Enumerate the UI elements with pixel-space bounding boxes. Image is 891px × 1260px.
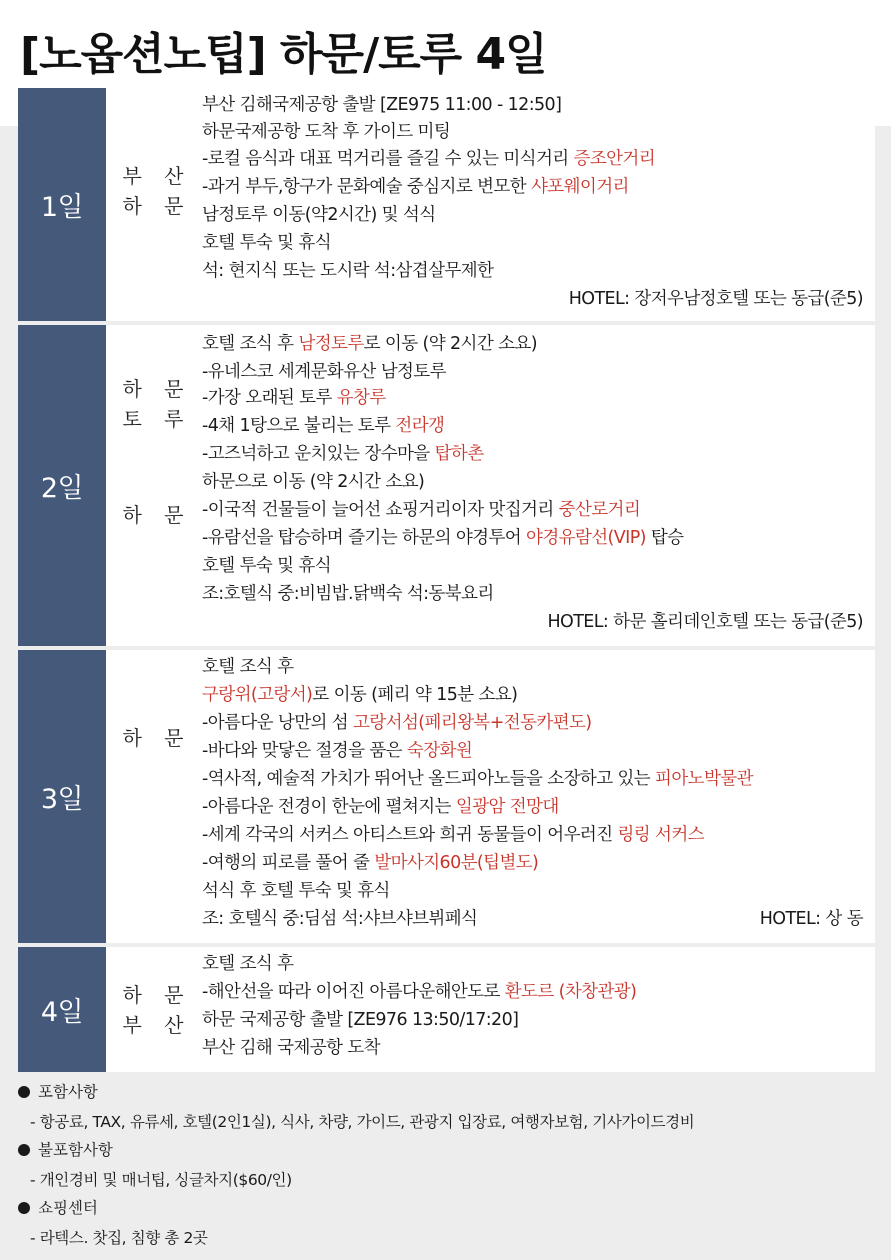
schedule-line — [202, 415, 444, 437]
line-text: 호텔 투숙 및 휴식 — [202, 233, 332, 253]
highlighted-place: 탑하촌 — [434, 444, 484, 464]
highlighted-place: 고랑서섬(페리왕복+전동카편도) — [353, 713, 592, 733]
line-text: 로 이동 (페리 약 15분 소요) — [312, 685, 518, 705]
city-name: 부 산 — [122, 164, 192, 188]
line-text: -유네스코 세계문화유산 남정토루 — [202, 362, 446, 382]
line-text: -역사적, 예술적 가치가 뛰어난 올드피아노들을 소장하고 있는 — [202, 769, 656, 789]
schedule-line — [202, 1037, 380, 1059]
line-text: 남정토루 이동(약2시간) 및 석식 — [202, 205, 436, 225]
day-content — [106, 88, 875, 321]
schedule-line — [202, 94, 561, 116]
schedule-line — [202, 796, 559, 818]
line-text: 부산 김해국제공항 출발 [ZE975 11:00 - 12:50] — [202, 95, 562, 115]
schedule-line — [202, 712, 592, 734]
day-label: 2일 — [18, 325, 106, 646]
note-heading — [18, 1138, 113, 1160]
city-name: 부 산 — [122, 1013, 192, 1037]
line-text: 하문 국제공항 출발 [ZE976 13:50/17:20] — [202, 1010, 519, 1030]
schedule-line — [202, 583, 494, 605]
line-text: -유람선을 탑승하며 즐기는 하문의 야경투어 — [202, 528, 527, 548]
line-text: 호텔 조식 후 — [202, 954, 294, 974]
hotel-info: HOTEL: 장저우남정호텔 또는 동급(준5) — [568, 289, 863, 309]
line-text: -과거 부두,항구가 문화예술 중심지로 변모한 — [202, 177, 531, 197]
line-text: 로 이동 (약 2시간 소요) — [363, 334, 537, 354]
line-text: 석식 후 호텔 투숙 및 휴식 — [202, 881, 390, 901]
line-text: 조:호텔식 중:비빔밥.닭백숙 석:동북요리 — [202, 584, 494, 604]
day-row-3 — [18, 650, 875, 943]
line-text: -4채 1탕으로 불리는 토루 — [202, 416, 396, 436]
line-text: -바다와 맞닿은 절경을 품은 — [202, 741, 407, 761]
city-name: 하 문 — [122, 983, 192, 1007]
schedule-line — [202, 361, 446, 383]
line-text: 조: 호텔식 중:딤섬 석:샤브샤브뷔페식 — [202, 909, 478, 929]
schedule-line — [202, 684, 517, 706]
highlighted-place: 유창루 — [336, 388, 386, 408]
day-row-4 — [18, 947, 875, 1072]
schedule-line — [202, 232, 331, 254]
schedule-line — [202, 824, 704, 846]
schedule-line — [202, 443, 484, 465]
itinerary-table — [18, 88, 875, 1076]
note-heading — [18, 1080, 98, 1102]
bullet-icon — [18, 1086, 30, 1098]
schedule-line — [202, 852, 538, 874]
line-text: 부산 김해 국제공항 도착 — [202, 1038, 380, 1058]
line-text: -로컬 음식과 대표 먹거리를 즐길 수 있는 미식거리 — [202, 149, 574, 169]
schedule-line — [202, 656, 293, 678]
highlighted-place: 숙장화원 — [406, 741, 473, 761]
city-name: 하 문 — [122, 503, 192, 527]
highlighted-place: 환도르 (차창관광) — [504, 982, 637, 1002]
day-row-1 — [18, 88, 875, 321]
schedule-line — [202, 953, 293, 975]
schedule-lines — [202, 947, 875, 1072]
day-label: 3일 — [18, 650, 106, 943]
line-text: 호텔 투숙 및 휴식 — [202, 556, 332, 576]
schedule-line — [202, 176, 629, 198]
note-heading-text: 포함사항 — [38, 1083, 98, 1101]
highlighted-place: 샤포웨이거리 — [530, 177, 629, 197]
highlighted-place: 일광암 전망대 — [455, 797, 559, 817]
schedule-line — [202, 499, 640, 521]
line-text: 호텔 조식 후 — [202, 657, 294, 677]
note-detail: - 개인경비 및 매너팁, 싱글차지($60/인) — [30, 1171, 292, 1189]
line-text: -이국적 건물들이 늘어선 쇼핑거리이자 맛집거리 — [202, 500, 559, 520]
schedule-line — [202, 204, 436, 226]
line-text: 탑승 — [645, 528, 684, 548]
line-text: -아름다운 전경이 한눈에 펼쳐지는 — [202, 797, 456, 817]
page-title: [노옵션노팁] 하문/토루 4일 — [20, 29, 547, 80]
schedule-line — [202, 148, 655, 170]
highlighted-place: 중산로거리 — [558, 500, 641, 520]
city-name: 하 문 — [122, 377, 192, 401]
hotel-info: HOTEL: 하문 홀리데인호텔 또는 동급(준5) — [547, 612, 863, 632]
day-row-2 — [18, 325, 875, 646]
line-text: 석: 현지식 또는 도시락 석:삼겹살무제한 — [202, 261, 494, 281]
line-text: -아름다운 낭만의 섬 — [202, 713, 354, 733]
highlighted-place: 발마사지60분(팁별도) — [374, 853, 539, 873]
schedule-lines — [202, 325, 875, 646]
city-column — [106, 88, 202, 321]
day-content — [106, 650, 875, 943]
schedule-line — [202, 555, 331, 577]
schedule-line — [202, 880, 390, 902]
bullet-icon — [18, 1144, 30, 1156]
highlighted-place: 전라갱 — [395, 416, 445, 436]
highlighted-place: 피아노박물관 — [655, 769, 753, 789]
line-text: 호텔 조식 후 — [202, 334, 299, 354]
line-text: 하문국제공항 도착 후 가이드 미팅 — [202, 122, 451, 142]
note-heading-text: 불포함사항 — [38, 1141, 113, 1159]
highlighted-place: 구랑위(고랑서) — [202, 685, 313, 705]
schedule-lines — [202, 88, 875, 321]
day-content — [106, 947, 875, 1072]
line-text: -가장 오래된 토루 — [202, 388, 337, 408]
schedule-lines — [202, 650, 875, 943]
note-detail: - 라텍스. 찻집, 침향 총 2곳 — [30, 1229, 208, 1247]
day-label: 4일 — [18, 947, 106, 1072]
line-text: -고즈넉하고 운치있는 장수마을 — [202, 444, 435, 464]
schedule-line — [202, 527, 683, 549]
city-column — [106, 650, 202, 943]
highlighted-place: 야경유람선(VIP) — [526, 528, 646, 548]
day-label: 1일 — [18, 88, 106, 321]
note-detail: - 항공료, TAX, 유류세, 호텔(2인1실), 식사, 차량, 가이드, 관광지 입장료, 여행자보험, 기사가이드경비 — [30, 1113, 695, 1131]
highlighted-place: 남정토루 — [298, 334, 364, 354]
line-text: 하문으로 이동 (약 2시간 소요) — [202, 472, 425, 492]
highlighted-place: 증조안거리 — [573, 149, 656, 169]
schedule-line — [202, 908, 477, 930]
schedule-line — [202, 1009, 518, 1031]
line-text: -해안선을 따라 이어진 아름다운해안도로 — [202, 982, 505, 1002]
highlighted-place: 링링 서커스 — [617, 825, 704, 845]
city-name: 하 문 — [122, 726, 192, 750]
bullet-icon — [18, 1202, 30, 1214]
city-column — [106, 325, 202, 646]
line-text: -세계 각국의 서커스 아티스트와 희귀 동물들이 어우러진 — [202, 825, 618, 845]
schedule-line — [202, 740, 472, 762]
city-name: 토 루 — [122, 407, 192, 431]
schedule-line — [202, 260, 493, 282]
line-text: -여행의 피로를 풀어 줄 — [202, 853, 375, 873]
city-name: 하 문 — [122, 194, 192, 218]
schedule-line — [202, 981, 636, 1003]
note-heading — [18, 1196, 98, 1218]
note-heading-text: 쇼핑센터 — [38, 1199, 98, 1217]
schedule-line — [202, 387, 386, 409]
city-column — [106, 947, 202, 1072]
day-content — [106, 325, 875, 646]
schedule-line — [202, 768, 753, 790]
hotel-info: HOTEL: 상 동 — [759, 909, 863, 929]
schedule-line — [202, 471, 424, 493]
schedule-line — [202, 333, 537, 355]
schedule-line — [202, 121, 450, 143]
